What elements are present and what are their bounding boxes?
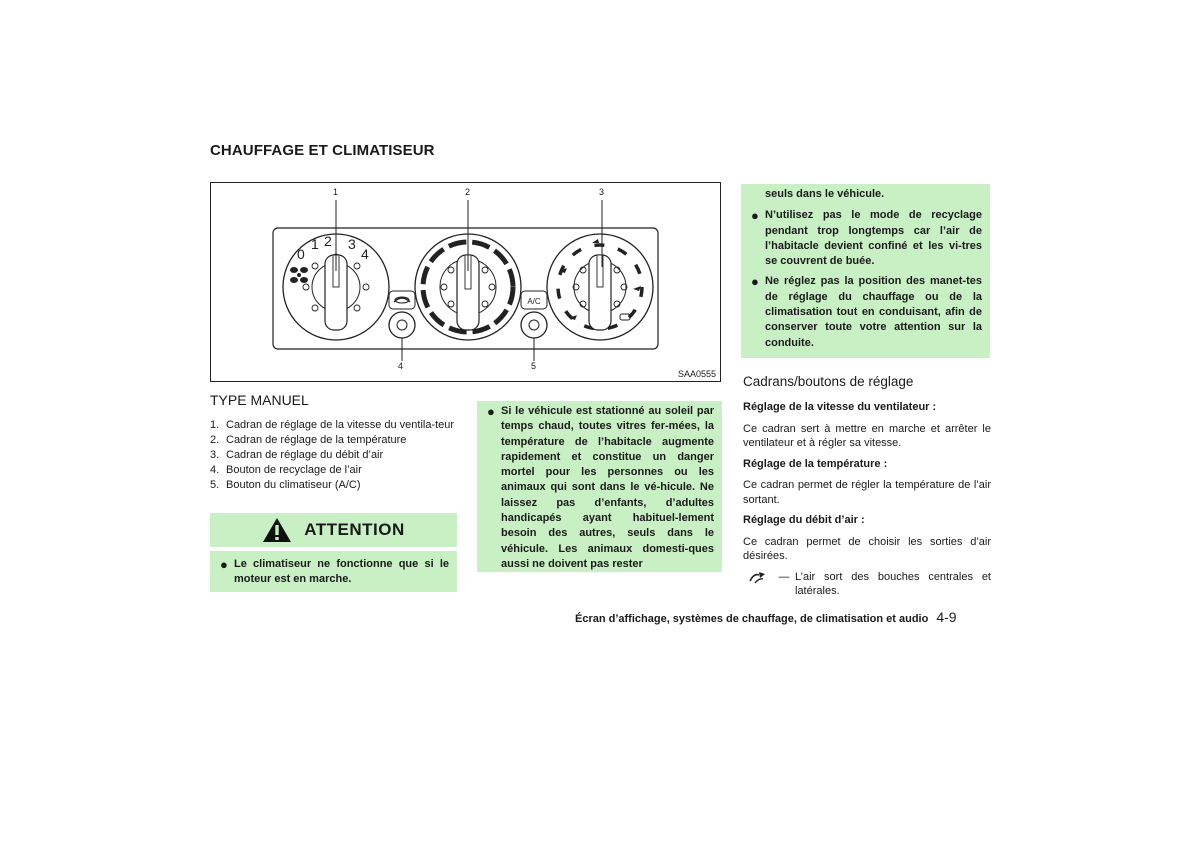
temperature-text: Ce cadran permet de régler la température de l’air sortant. — [743, 479, 991, 506]
callout-5: 5 — [531, 361, 537, 371]
attention-note — [210, 551, 457, 592]
warning-continuation: seuls dans le véhicule. — [765, 188, 885, 200]
fan-speed-3: 3 — [348, 236, 356, 252]
fan-speed-text: Ce cadran sert à mettre en marche et arrêter le ventilateur et à régler sa vitesse. — [743, 422, 991, 449]
bullet-icon: ● — [751, 208, 759, 224]
fan-speed-4: 4 — [361, 246, 369, 262]
legend-item: 3. Cadran de réglage du débit d’air — [210, 449, 384, 461]
control-panel-illustration — [211, 183, 720, 381]
page-number: 4-9 — [936, 609, 957, 625]
attention-banner — [210, 513, 457, 547]
air-flow-label: Réglage du débit d’air : — [743, 514, 865, 526]
heat-warning-box — [477, 401, 722, 572]
bullet-icon: ● — [487, 404, 495, 419]
recycle-warning-box — [741, 184, 990, 358]
air-flow-dial — [547, 234, 653, 340]
driving-warning-text: Ne réglez pas la position des manet-tes de réglage du chauffage ou de la climatisation tout en conduisant, afin de conserver toute votre attention sur la conduite. — [765, 275, 982, 349]
vent-mode-item — [743, 570, 991, 599]
manual-type-heading: TYPE MANUEL — [210, 392, 309, 408]
page-footer — [575, 609, 957, 625]
callout-3: 3 — [599, 187, 605, 197]
legend-item: 2. Cadran de réglage de la température — [210, 434, 407, 446]
ac-label: A/C — [527, 297, 541, 306]
fan-speed-0: 0 — [297, 246, 305, 262]
bullet-icon: ● — [220, 557, 228, 572]
attention-note-text: Le climatiseur ne fonctionne que si le moteur est en marche. — [234, 558, 449, 586]
legend-item: 5. Bouton du climatiseur (A/C) — [210, 479, 361, 491]
vent-face-mode-icon — [743, 570, 773, 599]
recycle-warning-text: N’utilisez pas le mode de recyclage pendant trop longtemps car l’air de l’habitacle devient confiné et les vi-tres se couvrent de buée. — [765, 209, 982, 268]
callout-4: 4 — [398, 361, 404, 371]
legend-item: 4. Bouton de recyclage de l’air — [210, 464, 362, 476]
bullet-icon: ● — [751, 274, 759, 290]
control-legend — [210, 418, 460, 493]
figure-code: SAA0555 — [677, 369, 716, 379]
callout-1: 1 — [333, 187, 339, 197]
legend-item: 1. Cadran de réglage de la vitesse du ventila-teur — [210, 419, 455, 431]
control-panel-figure — [210, 182, 721, 382]
heat-warning-text: Si le véhicule est stationné au soleil par temps chaud, toutes vitres fer-mées, la température de l’habitacle augmente rapidement et constitue un danger mortel pour les personnes ou les animaux qui sont dans le vé-hicule. Ne laissez pas d’enfants, d’adultes handicapés ayant habituel-lement besoin des autres, seuls dans le véhicule. Les animaux domesti-ques aussi ne doivent pas rester — [501, 405, 714, 570]
footer-chapter-title: Écran d’affichage, systèmes de chauffage, de climatisation et audio — [575, 613, 929, 625]
vent-dash: — — [778, 570, 790, 583]
fan-speed-2: 2 — [324, 233, 332, 249]
air-flow-text: Ce cadran permet de choisir les sorties d’air désirées. — [743, 535, 991, 562]
warning-triangle-icon — [262, 517, 292, 543]
fan-speed-label: Réglage de la vitesse du ventilateur : — [743, 401, 937, 413]
dials-heading: Cadrans/boutons de réglage — [743, 374, 914, 389]
callout-2: 2 — [465, 187, 471, 197]
temperature-label: Réglage de la température : — [743, 457, 888, 470]
fan-speed-1: 1 — [311, 236, 319, 252]
dials-description — [743, 400, 991, 599]
section-title: CHAUFFAGE ET CLIMATISEUR — [210, 142, 435, 159]
vent-face-text: L’air sort des bouches centrales et latérales. — [795, 570, 991, 597]
attention-label: ATTENTION — [304, 520, 405, 539]
